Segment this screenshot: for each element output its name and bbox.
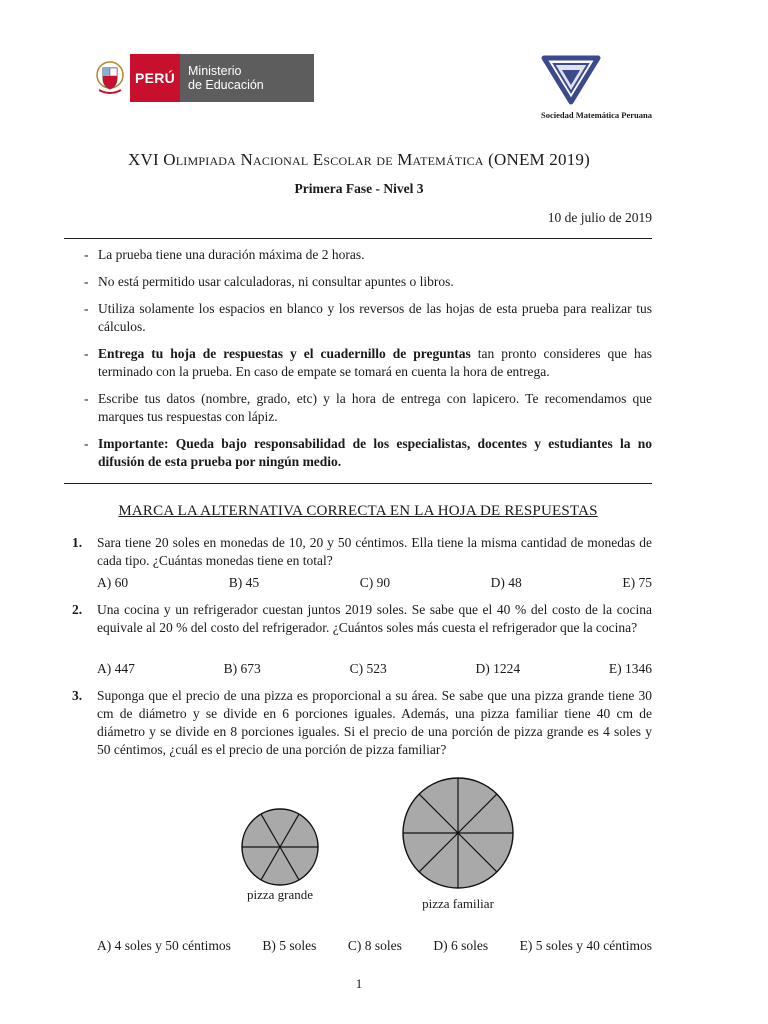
pizza-grande-figure xyxy=(239,806,321,888)
option-a: A) 60 xyxy=(97,575,129,590)
divider-bottom xyxy=(64,483,652,484)
option-e: E) 1346 xyxy=(608,661,652,676)
options-row xyxy=(97,574,652,592)
ministry-logo xyxy=(90,54,314,102)
instruction-item: - No está permitido usar calculadoras, ni consultar apuntes o libros. xyxy=(84,273,652,291)
question-text: Suponga que el precio de una pizza es proporcional a su área. Se sabe que una pizza grande tiene 30 cm de diámetro y se divide en 6 porciones iguales. Además, una pizza familiar tiene 40 cm de diámetro y se divide en 8 porciones iguales. Si el precio de una porción de pizza grande es 4 soles y 50 céntimos, ¿cuál es el precio de una porción de pizza familiar? xyxy=(97,688,652,757)
pizza-familiar-label: pizza familiar xyxy=(422,896,494,911)
question-3 xyxy=(72,687,652,957)
pizza-grande-label: pizza grande xyxy=(246,887,314,902)
option-d: D) 48 xyxy=(490,575,522,590)
pizza-familiar-figure xyxy=(400,775,516,891)
option-c: C) 523 xyxy=(349,661,387,676)
option-a: A) 4 soles y 50 céntimos xyxy=(97,938,231,953)
option-d: D) 1224 xyxy=(475,661,521,676)
instruction-item: - Entrega tu hoja de respuestas y el cuadernillo de preguntas tan pronto consideres que has terminado con la prueba. En caso de empate se tomará en cuenta la hora de entrega. xyxy=(84,345,652,381)
option-b: B) 5 soles xyxy=(262,938,317,953)
ministry-name-line1: Ministerio xyxy=(188,64,242,78)
option-e: E) 5 soles y 40 céntimos xyxy=(519,938,652,953)
option-c: C) 90 xyxy=(359,575,391,590)
peru-coat-of-arms-icon xyxy=(90,54,130,102)
option-d: D) 6 soles xyxy=(433,938,489,953)
instruction-item: - Utiliza solamente los espacios en blanco y los reversos de las hojas de esta prueba para realizar tus cálculos. xyxy=(84,300,652,336)
section-title: MARCA LA ALTERNATIVA CORRECTA EN LA HOJA DE RESPUESTAS xyxy=(118,503,598,519)
question-text: Una cocina y un refrigerador cuestan juntos 2019 soles. Se sabe que el 40 % del costo de la cocina equivale al 20 % del costo del refrigerador. ¿Cuántos soles más cuesta el refrigerador que la cocina? xyxy=(97,602,652,635)
question-number: 3. xyxy=(72,688,83,703)
option-b: B) 45 xyxy=(228,575,260,590)
instructions-list xyxy=(84,246,652,480)
page-number: 1 xyxy=(355,976,363,991)
question-text: Sara tiene 20 soles en monedas de 10, 20 y 50 céntimos. Ella tiene la misma cantidad de monedas de cada tipo. ¿Cuántas monedas tiene en total? xyxy=(97,535,652,568)
option-b: B) 673 xyxy=(223,661,261,676)
option-a: A) 447 xyxy=(97,661,135,676)
question-number: 1. xyxy=(72,535,83,550)
instruction-item: - Importante: Queda bajo responsabilidad de los especialistas, docentes y estudiantes la no difusión de esta prueba por ningún medio. xyxy=(84,435,652,471)
question-number: 2. xyxy=(72,602,83,617)
exam-subtitle: Primera Fase - Nivel 3 xyxy=(294,181,424,196)
ministry-name-line2: de Educación xyxy=(188,78,264,92)
divider-top xyxy=(64,238,652,239)
instruction-item: - Escribe tus datos (nombre, grado, etc) y la hora de entrega con lapicero. Te recomendamos que marques tus respuestas con lápiz. xyxy=(84,390,652,426)
peru-brand-label: PERÚ xyxy=(130,54,180,102)
society-label: Sociedad Matemática Peruana xyxy=(541,110,652,120)
options-row xyxy=(97,937,652,955)
option-e: E) 75 xyxy=(622,575,652,590)
options-row xyxy=(97,660,652,678)
question-2 xyxy=(72,601,652,681)
smp-logo-icon xyxy=(540,52,602,106)
exam-date: 10 de julio de 2019 xyxy=(547,210,652,225)
exam-title: XVI Olimpiada Nacional Escolar de Matemática (ONEM 2019) xyxy=(128,150,590,169)
option-c: C) 8 soles xyxy=(347,938,402,953)
instruction-item: - La prueba tiene una duración máxima de 2 horas. xyxy=(84,246,652,264)
question-1 xyxy=(72,534,652,594)
ministry-name xyxy=(180,54,314,102)
